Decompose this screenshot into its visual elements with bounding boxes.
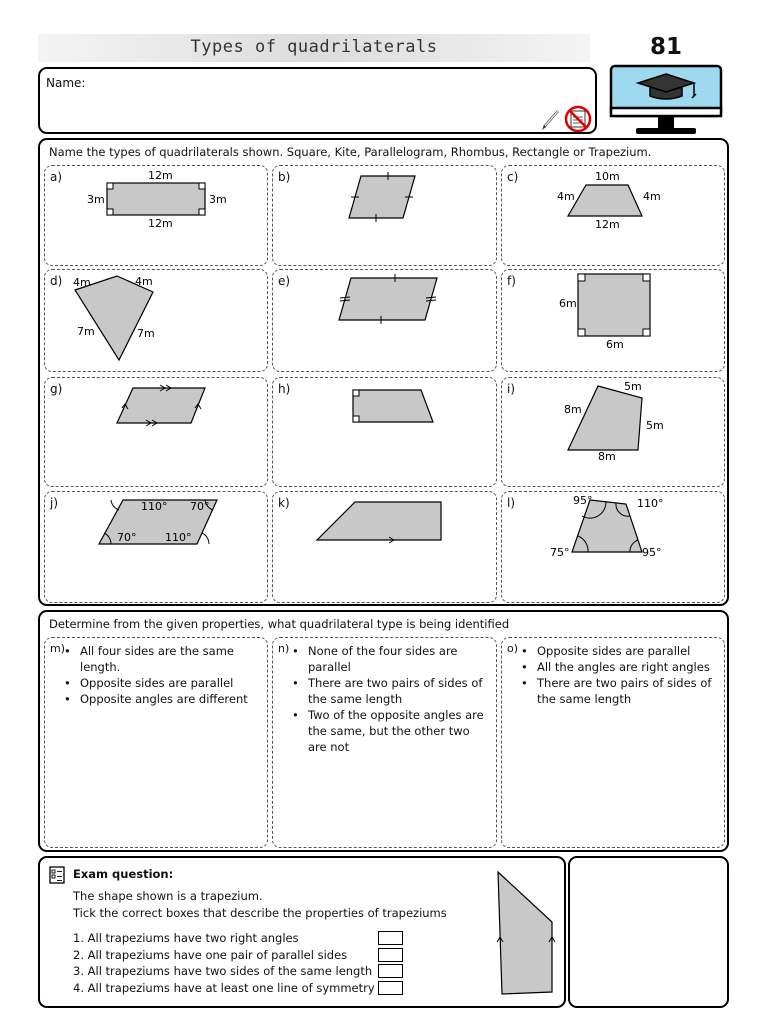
graduation-monitor-icon [608, 64, 724, 138]
question-label: g) [50, 382, 63, 396]
question-label: a) [50, 170, 63, 184]
measure-top: 5m [624, 380, 642, 393]
exam-question-section [38, 856, 566, 1008]
exam-trapezium-shape [492, 870, 562, 1000]
property-item: • There are two pairs of sides of the same length [308, 675, 490, 707]
angle-bottom-left: 75° [550, 546, 570, 559]
measure-bottom: 8m [598, 450, 616, 463]
section2-instruction: Determine from the given properties, what quadrilateral type is being identified [49, 617, 510, 631]
measure-left: 6m [559, 297, 577, 310]
exam-line-1: The shape shown is a trapezium. [73, 889, 263, 903]
question-n [272, 637, 497, 848]
identify-shapes-section [38, 138, 729, 606]
trapezium-shape [502, 166, 726, 267]
pencil-icon [542, 111, 558, 130]
tick-box-3[interactable] [378, 964, 403, 978]
question-label: n) [278, 642, 290, 655]
question-m [44, 637, 268, 848]
question-e [272, 269, 497, 372]
measure-top-right: 4m [135, 275, 153, 288]
parallelogram-shape [273, 270, 498, 373]
option-1: 1. All trapeziums have two right angles [73, 931, 299, 945]
question-i [501, 377, 725, 487]
option-2: 2. All trapeziums have one pair of parallel sides [73, 948, 348, 962]
measure-bottom: 12m [148, 217, 173, 230]
option-4: 4. All trapeziums have at least one line of symmetry [73, 981, 375, 995]
exam-title: Exam question: [73, 867, 174, 881]
question-label: d) [50, 274, 63, 288]
angle-top-left: 110° [141, 500, 168, 513]
measure-bottom-left: 7m [77, 325, 95, 338]
question-label: e) [278, 274, 291, 288]
trapezium-shape [273, 492, 498, 604]
title-bar [38, 34, 590, 62]
measure-left: 4m [557, 190, 575, 203]
page-number: 81 [649, 34, 682, 60]
checklist-icon [49, 866, 65, 884]
measure-top: 12m [148, 169, 173, 182]
question-label: b) [278, 170, 291, 184]
property-item: • Opposite sides are parallel [537, 643, 718, 659]
tick-box-4[interactable] [378, 981, 403, 995]
parallelogram-angles-shape [45, 492, 269, 604]
question-b [272, 165, 497, 266]
property-item: • All the angles are right angles [537, 659, 718, 675]
property-item: • All four sides are the same length. [80, 643, 261, 675]
angle-bottom-right: 110° [165, 531, 192, 544]
tick-box-1[interactable] [378, 931, 403, 945]
question-o [501, 637, 725, 848]
question-d [44, 269, 268, 372]
property-item: • None of the four sides are parallel [308, 643, 490, 675]
properties-section [38, 610, 729, 852]
question-c [501, 165, 725, 266]
name-box[interactable] [38, 67, 597, 134]
property-item: • Opposite angles are different [80, 691, 261, 707]
square-shape [502, 270, 726, 373]
question-label: l) [507, 496, 516, 510]
question-g [44, 377, 268, 487]
rhombus-shape [273, 166, 498, 267]
question-h [272, 377, 497, 487]
question-label: i) [507, 382, 516, 396]
page-title: Types of quadrilaterals [190, 37, 438, 57]
question-a [44, 165, 268, 266]
property-item: • Opposite sides are parallel [80, 675, 261, 691]
measure-top: 10m [595, 170, 620, 183]
question-j [44, 491, 268, 603]
question-label: k) [278, 496, 290, 510]
question-f [501, 269, 725, 372]
question-k [272, 491, 497, 603]
parallelogram-shape [45, 378, 269, 488]
question-label: h) [278, 382, 291, 396]
property-list [80, 643, 261, 707]
rectangle-shape [45, 166, 269, 267]
question-label: o) [507, 642, 519, 655]
property-item: • Two of the opposite angles are the same, but the other two are not [308, 707, 490, 755]
quadrilateral-shape [502, 378, 726, 488]
property-item: • There are two pairs of sides of the same length [537, 675, 718, 707]
answer-box[interactable] [568, 856, 729, 1008]
measure-bottom: 12m [595, 218, 620, 231]
option-3: 3. All trapeziums have two sides of the same length [73, 964, 373, 978]
measure-bottom-right: 7m [137, 327, 155, 340]
question-label: c) [507, 170, 519, 184]
quadrilateral-angles-shape [502, 492, 726, 604]
measure-right: 3m [209, 193, 227, 206]
angle-top-left: 95° [573, 494, 593, 507]
measure-bottom: 6m [606, 338, 624, 351]
question-label: m) [50, 642, 66, 655]
angle-bottom-right: 95° [642, 546, 662, 559]
property-list [308, 643, 490, 755]
question-label: j) [50, 496, 59, 510]
angle-bottom-left: 70° [117, 531, 137, 544]
measure-left: 8m [564, 403, 582, 416]
question-label: f) [507, 274, 516, 288]
section1-instruction: Name the types of quadrilaterals shown. Square, Kite, Parallelogram, Rhombus, Rectangle or Trapezium. [49, 145, 652, 159]
name-label: Name: [46, 76, 86, 90]
angle-top-right: 110° [637, 497, 664, 510]
measure-left: 3m [87, 193, 105, 206]
angle-top-right: 70° [190, 500, 210, 513]
kite-shape [45, 270, 269, 373]
no-calculator-icon [540, 105, 592, 133]
tick-box-2[interactable] [378, 948, 403, 962]
right-trapezium-shape [273, 378, 498, 488]
question-l [501, 491, 725, 603]
measure-top-left: 4m [73, 276, 91, 289]
exam-line-2: Tick the correct boxes that describe the properties of trapeziums [73, 906, 447, 920]
measure-right: 5m [646, 419, 664, 432]
measure-right: 4m [643, 190, 661, 203]
property-list [537, 643, 718, 707]
